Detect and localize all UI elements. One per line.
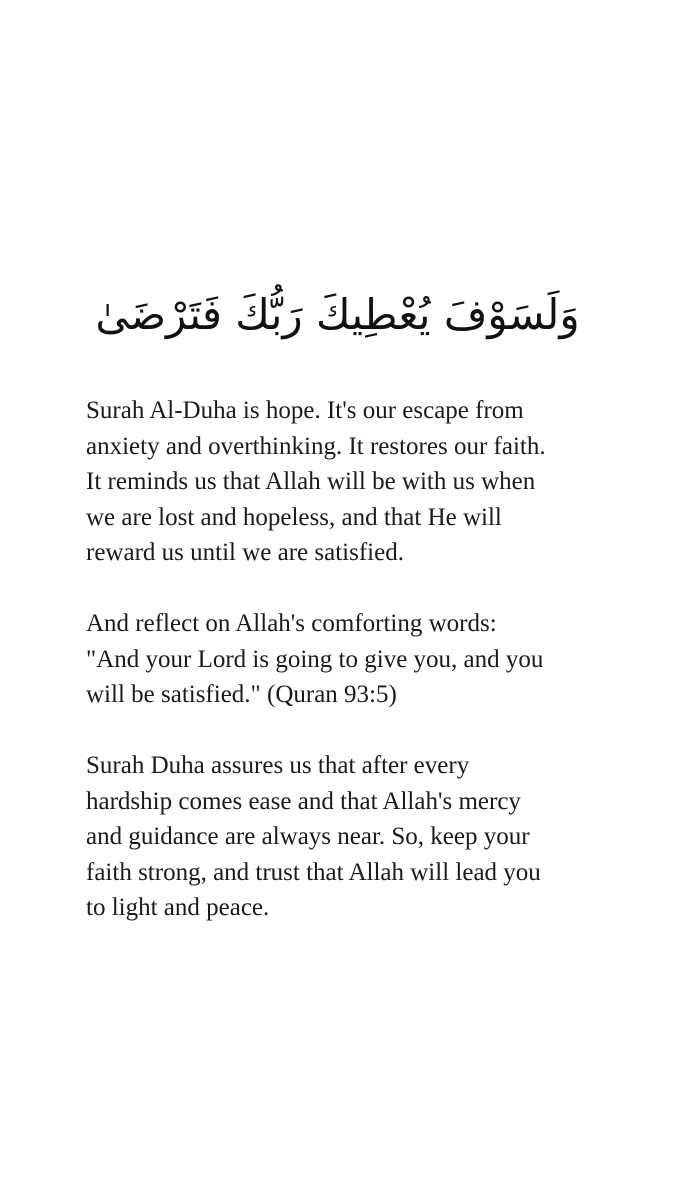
text-line: anxiety and overthinking. It restores our faith. (86, 432, 546, 460)
text-line: will be satisfied." (Quran 93:5) (86, 681, 397, 708)
text-line: reward us until we are satisfied. (86, 539, 404, 566)
text-line: faith strong, and trust that Allah will lead you (86, 858, 541, 886)
paragraph-hope (86, 393, 606, 571)
paragraph-assurance (86, 748, 606, 926)
text-line: It reminds us that Allah will be with us when (86, 468, 536, 495)
text-line: we are lost and hopeless, and that He will (86, 503, 502, 531)
arabic-verse: وَلَسَوْفَ يُعْطِيكَ رَبُّكَ فَتَرْضَىٰ (95, 290, 580, 339)
text-line: And reflect on Allah's comforting words: (86, 610, 497, 637)
text-line: Surah Duha assures us that after every (86, 752, 470, 779)
text-line: to light and peace. (86, 894, 270, 921)
body-text (86, 393, 606, 961)
text-line: and guidance are always near. So, keep your (86, 823, 530, 850)
text-line: "And your Lord is going to give you, and you (86, 645, 544, 673)
text-line: Surah Al-Duha is hope. It's our escape from (86, 397, 524, 424)
text-line: hardship comes ease and that Allah's mercy (86, 787, 521, 815)
paragraph-reflect (86, 606, 606, 713)
